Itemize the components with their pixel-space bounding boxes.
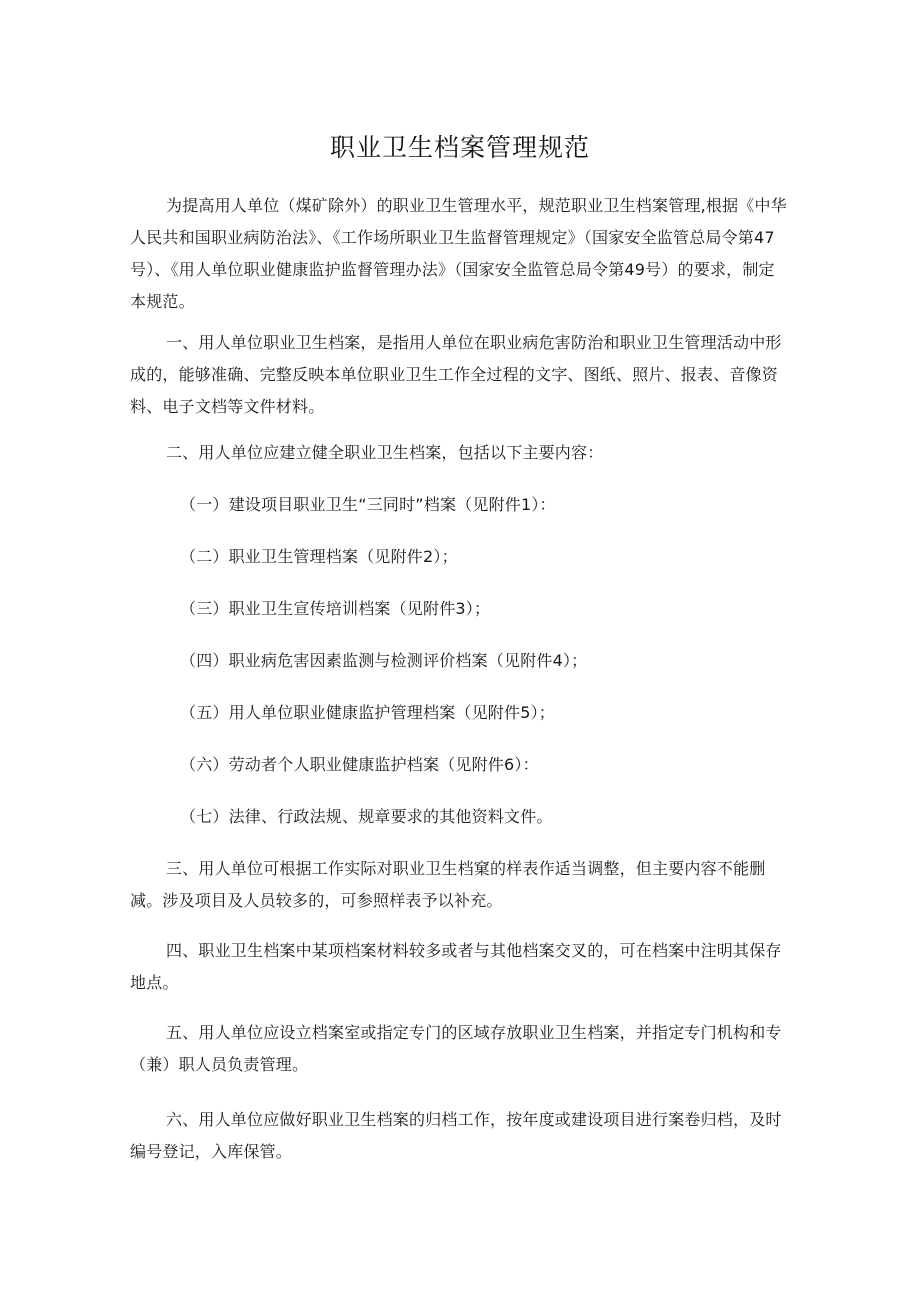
section-1-paragraph: 一、用人单位职业卫生档案，是指用人单位在职业病危害防治和职业卫生管理活动中形成的，能够准确、完整反映本单位职业卫生工作全过程的文字、图纸、照片、报表、音像资料、电子文档等文件材料。	[130, 333, 782, 416]
section-3-paragraph: 三、用人单位可根据工作实际对职业卫生档窠的样表作适当调整，但主要内容不能删减。涉及项目及人员较多的，可参照样表予以补充。	[130, 859, 766, 910]
list-item-3: （三）职业卫生宣传培训档案（见附件3）；	[180, 599, 491, 618]
document-title: 职业卫生档案管理规范	[329, 133, 590, 162]
list-item-2: （二）职业卫生管理档案（见附件2）；	[180, 547, 458, 566]
list-item-5: （五）用人单位职业健康监护管理档案（见附件5）；	[180, 703, 555, 722]
list-item-7: （七）法律、行政法规、规章要求的其他资料文件。	[180, 807, 553, 826]
section-4-paragraph: 四、职业卫生档案中某项档案材料较多或者与其他档案交叉的，可在档案中注明其保存地点。	[130, 941, 782, 992]
section-2-paragraph: 二、用人单位应建立健全职业卫生档案，包括以下主要内容：	[166, 443, 604, 462]
section-5-paragraph: 五、用人单位应设立档案室或指定专门的区域存放职业卫生档案，并指定专门机构和专（兼）职人员负责管理。	[130, 1023, 782, 1074]
section-6-paragraph: 六、用人单位应做好职业卫生档案的归档工作，按年度或建设项目进行案卷归档，及时编号登记，入库保管。	[130, 1110, 782, 1161]
list-item-4: （四）职业病危害因素监测与检测评价档案（见附件4）；	[180, 651, 588, 670]
intro-paragraph: 为提高用人单位（煤矿除外）的职业卫生管理水平，规范职业卫生档案管理,根据《中华人民共和国职业病防治法》、《工作场所职业卫生监督管理规定》（国家安全监管总局令第47号）、《用人单位职业健康监护监督管理办法》（国家安全监管总局令第49号）的要求，制定本规范。	[130, 196, 787, 311]
list-item-1: （一）建设项目职业卫生“三同时”档案（见附件1）：	[180, 495, 556, 514]
list-item-6: （六）劳动者个人职业健康监护档案（见附件6）：	[180, 755, 539, 774]
